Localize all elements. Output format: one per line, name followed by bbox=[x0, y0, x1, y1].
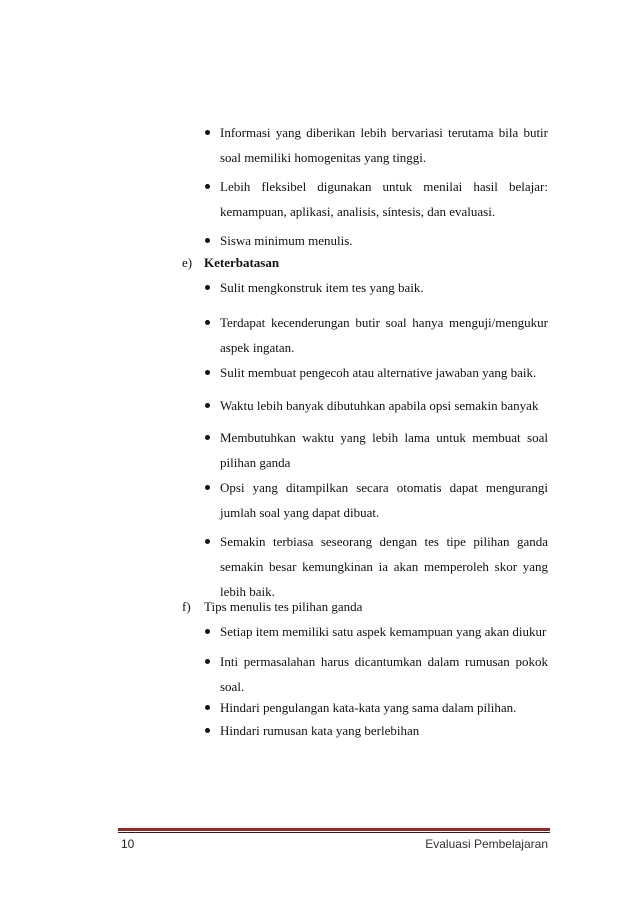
bullet-icon bbox=[205, 285, 210, 290]
list-item: Siswa minimum menulis. bbox=[220, 228, 548, 253]
list-item: Hindari pengulangan kata-kata yang sama dalam pilihan. bbox=[220, 695, 548, 720]
bullet-icon bbox=[205, 370, 210, 375]
footer-title: Evaluasi Pembelajaran bbox=[425, 837, 548, 851]
list-item: Membutuhkan waktu yang lebih lama untuk membuat soal pilihan ganda bbox=[220, 425, 548, 475]
section-heading-tips: f) Tips menulis tes pilihan ganda bbox=[182, 599, 363, 614]
list-item: Sulit membuat pengecoh atau alternative jawaban yang baik. bbox=[220, 360, 548, 385]
list-item: Inti permasalahan harus dicantumkan dalam rumusan pokok soal. bbox=[220, 649, 548, 699]
bullet-icon bbox=[205, 728, 210, 733]
bullet-icon bbox=[205, 130, 210, 135]
footer-divider-thin bbox=[118, 832, 550, 833]
bullet-icon bbox=[205, 403, 210, 408]
bullet-icon bbox=[205, 184, 210, 189]
list-item: Setiap item memiliki satu aspek kemampuan yang akan diukur bbox=[220, 619, 548, 644]
list-item: Hindari rumusan kata yang berlebihan bbox=[220, 718, 548, 743]
bullet-icon bbox=[205, 539, 210, 544]
list-item: Opsi yang ditampilkan secara otomatis dapat mengurangi jumlah soal yang dapat dibuat. bbox=[220, 475, 548, 525]
list-item: Lebih fleksibel digunakan untuk menilai hasil belajar: kemampuan, aplikasi, analisis, síntesis, dan evaluasi. bbox=[220, 174, 548, 224]
list-item: Sulit mengkonstruk item tes yang baik. bbox=[220, 275, 548, 300]
page-number: 10 bbox=[121, 837, 135, 851]
list-item: Terdapat kecenderungan butir soal hanya menguji/mengukur aspek ingatan. bbox=[220, 310, 548, 360]
bullet-icon bbox=[205, 238, 210, 243]
bullet-icon bbox=[205, 435, 210, 440]
list-item: Informasi yang diberikan lebih bervariasi terutama bila butir soal memiliki homogenitas yang tinggi. bbox=[220, 120, 548, 170]
list-item: Waktu lebih banyak dibutuhkan apabila opsi semakin banyak bbox=[220, 393, 548, 418]
bullet-icon bbox=[205, 485, 210, 490]
footer-divider bbox=[118, 828, 550, 831]
list-item: Semakin terbiasa seseorang dengan tes tipe pilihan ganda semakin besar kemungkinan ia akan memperoleh skor yang lebih baik. bbox=[220, 529, 548, 604]
bullet-icon bbox=[205, 629, 210, 634]
bullet-icon bbox=[205, 659, 210, 664]
bullet-icon bbox=[205, 320, 210, 325]
bullet-icon bbox=[205, 705, 210, 710]
section-heading-keterbatasan: e) Keterbatasan bbox=[182, 255, 280, 270]
